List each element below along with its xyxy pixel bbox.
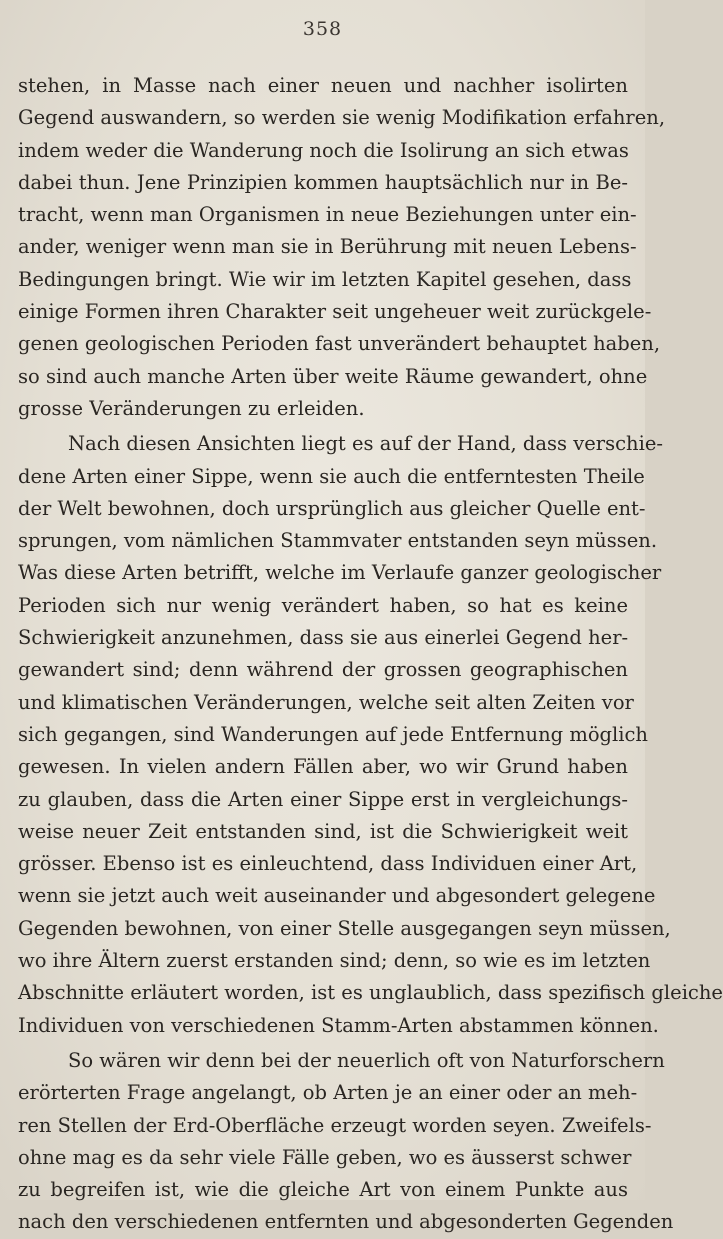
text-line: ander, weniger wenn man sie in Berührung mit neuen Lebens-	[18, 235, 637, 259]
text-line: dene Arten einer Sippe, wenn sie auch die entferntesten Theile	[18, 464, 645, 488]
text-line: grösser. Ebenso ist es einleuchtend, dass Individuen einer Art,	[18, 852, 638, 876]
paragraph	[18, 428, 723, 1042]
text-line: der Welt bewohnen, doch ursprünglich aus gleicher Quelle ent-	[18, 496, 646, 520]
text-line: sich gegangen, sind Wanderungen auf jede Entfernung möglich	[18, 722, 648, 746]
text-line: indem weder die Wanderung noch die Isolirung an sich etwas	[18, 138, 629, 162]
text-line: sprungen, vom nämlichen Stammvater entstanden seyn müssen.	[18, 529, 658, 553]
text-line: weise neuer Zeit entstanden sind, ist die Schwierigkeit weit	[18, 819, 628, 843]
text-line: und klimatischen Veränderungen, welche seit alten Zeiten vor	[18, 690, 634, 714]
text-line: einige Formen ihren Charakter seit ungeheuer weit zurückgele-	[18, 300, 652, 324]
text-line: ren Stellen der Erd-Oberfläche erzeugt worden seyen. Zweifels-	[18, 1113, 652, 1137]
text-line: Bedingungen bringt. Wie wir im letzten Kapitel gesehen, dass	[18, 267, 632, 291]
text-line: Perioden sich nur wenig verändert haben, so hat es keine	[18, 593, 628, 617]
text-line: Schwierigkeit anzunehmen, dass sie aus einerlei Gegend her-	[18, 626, 629, 650]
text-line: zu begreifen ist, wie die gleiche Art von einem Punkte aus	[18, 1178, 628, 1202]
text-line: genen geologischen Perioden fast unverändert behauptet haben,	[18, 332, 661, 356]
text-line: wo ihre Ältern zuerst erstanden sind; denn, so wie es im letzten	[18, 949, 651, 973]
text-line: wenn sie jetzt auch weit auseinander und abgesondert gelegene	[18, 884, 656, 908]
text-line: gewesen. In vielen andern Fällen aber, wo wir Grund haben	[18, 755, 628, 779]
text-line: Was diese Arten betrifft, welche im Verlaufe ganzer geologischer	[18, 561, 662, 585]
text-line: zu glauben, dass die Arten einer Sippe erst in vergleichungs-	[18, 787, 628, 811]
text-line: Individuen von verschiedenen Stamm-Arten abstammen können.	[18, 1013, 659, 1037]
page-number: 358	[302, 18, 343, 40]
text-line: Nach diesen Ansichten liegt es auf der Hand, dass verschie-	[68, 432, 663, 456]
text-line: Gegenden bewohnen, von einer Stelle ausgegangen seyn müssen,	[18, 916, 671, 940]
text-line: so sind auch manche Arten über weite Räume gewandert, ohne	[18, 364, 648, 388]
text-line: So wären wir denn bei der neuerlich oft von Naturforschern	[68, 1048, 665, 1072]
text-line: Gegend auswandern, so werden sie wenig Modifikation erfahren,	[18, 106, 666, 130]
text-line: tracht, wenn man Organismen in neue Beziehungen unter ein-	[18, 203, 637, 227]
text-line: dabei thun. Jene Prinzipien kommen hauptsächlich nur in Be-	[18, 170, 628, 194]
text-line: Abschnitte erläutert worden, ist es unglaublich, dass spezifisch gleiche	[18, 981, 723, 1005]
text-line: stehen, in Masse nach einer neuen und nachher isolirten	[18, 74, 628, 97]
body-text	[18, 70, 723, 1239]
text-line: gewandert sind; denn während der grossen geographischen	[18, 658, 628, 682]
paragraph	[18, 70, 666, 425]
text-line: grosse Veränderungen zu erleiden.	[18, 396, 365, 420]
text-line: ohne mag es da sehr viele Fälle geben, wo es äusserst schwer	[18, 1145, 632, 1169]
text-line: erörterten Frage angelangt, ob Arten je an einer oder an meh-	[18, 1081, 638, 1105]
text-line: nach den verschiedenen entfernten und abgesonderten Gegenden	[18, 1210, 674, 1234]
paragraph	[18, 1045, 674, 1239]
